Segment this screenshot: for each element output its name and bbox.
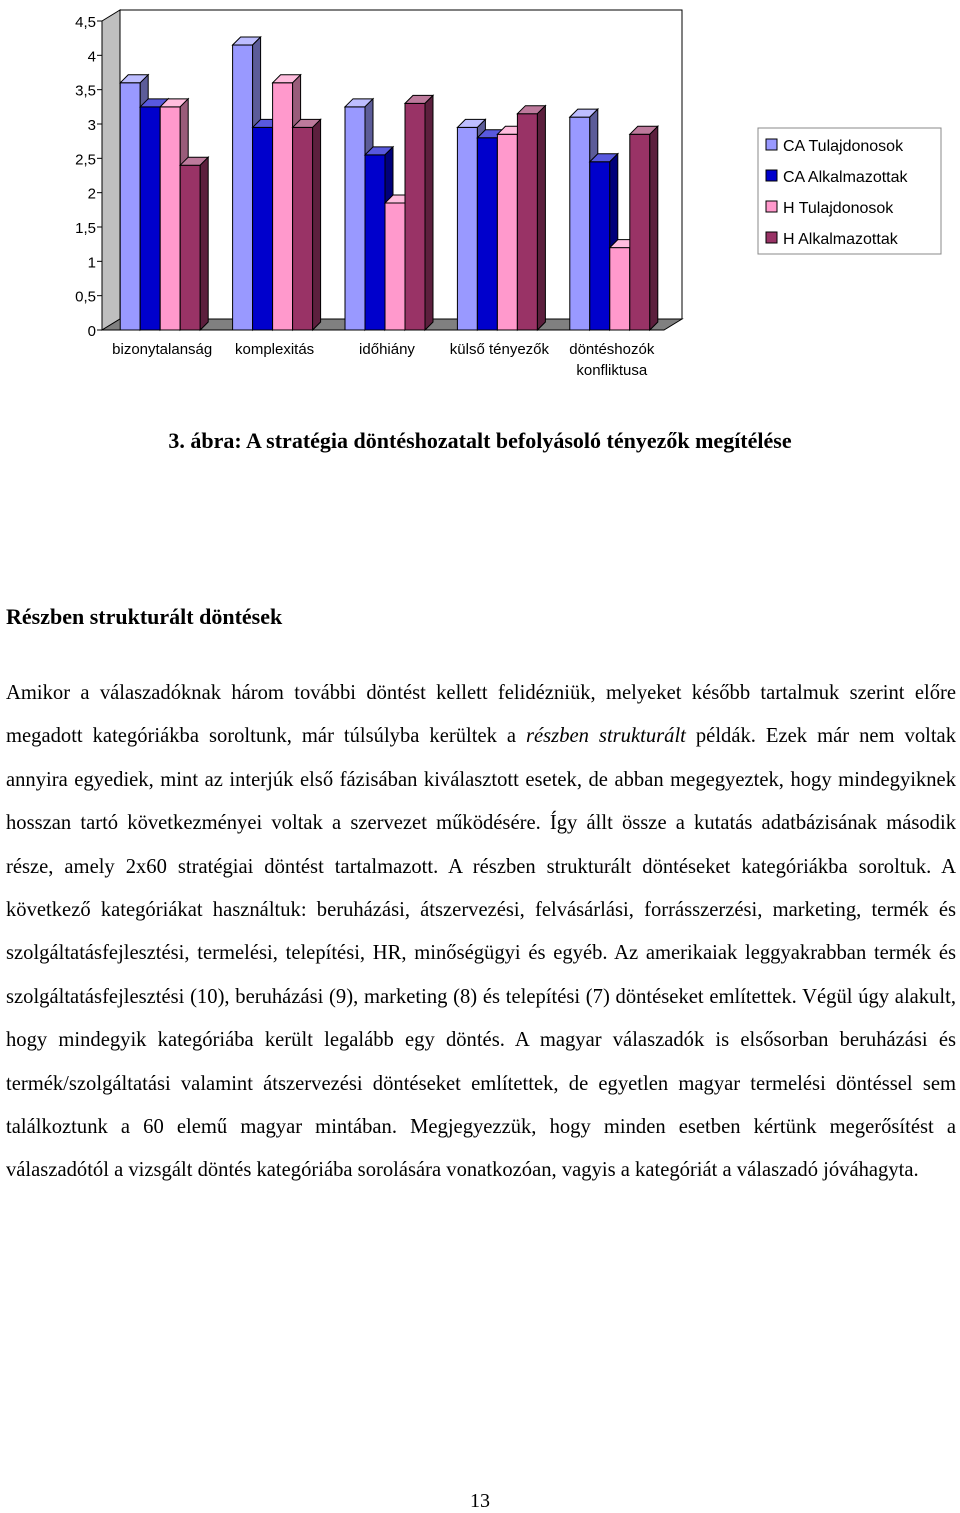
legend-label: CA Tulajdonosok (783, 138, 904, 155)
bar (630, 126, 658, 330)
legend-swatch (766, 139, 777, 150)
legend-label: H Tulajdonosok (783, 200, 894, 217)
legend-swatch (766, 170, 777, 181)
x-tick-label: bizonytalanság (112, 341, 213, 358)
bar-front (497, 134, 517, 330)
bar-front (590, 162, 610, 330)
left-wall (102, 10, 120, 330)
legend-label: CA Alkalmazottak (783, 169, 908, 186)
x-tick-label: időhiány (359, 341, 415, 358)
bar-side (425, 95, 433, 330)
bar-side (200, 157, 208, 330)
x-tick-label: konfliktusa (576, 362, 648, 379)
bar-front (610, 248, 630, 330)
y-tick-label: 4,5 (75, 14, 96, 31)
bar-front (253, 127, 273, 330)
body-paragraph (6, 672, 956, 1193)
page-number: 13 (470, 1490, 490, 1512)
bar-side (313, 119, 321, 330)
bar-front (120, 83, 140, 330)
paragraph-text: Amikor a válaszadóknak három további döntést kellett felidézniük, melyeket később tartalmuk szerint előre megadott kategóriákba soroltunk, már túlsúlyba kerültek a (6, 682, 956, 748)
bar-front (385, 203, 405, 330)
section-heading: Részben strukturált döntések (6, 604, 283, 629)
bar-front (365, 155, 385, 330)
x-tick-label: döntéshozók (569, 341, 655, 358)
figure-caption: 3. ábra: A stratégia döntéshozatalt befolyásoló tényezők megítélése (168, 428, 792, 453)
bar-front (140, 107, 160, 330)
y-tick-label: 0,5 (75, 288, 96, 306)
y-tick-label: 2 (87, 185, 96, 203)
bar-front (405, 103, 425, 330)
legend-label: H Alkalmazottak (783, 231, 898, 248)
bar (180, 157, 208, 330)
bar-front (160, 107, 180, 330)
emphasis-text: részben strukturált (526, 725, 686, 748)
bar (517, 106, 545, 330)
y-tick-label: 3 (87, 117, 96, 134)
x-tick-label: komplexitás (234, 341, 315, 358)
paragraph-text-continued: példák. Ezek már nem voltak annyira egyediek, mint az interjúk első fázisában kiválasztott esetek, de abban megegyeztek, hogy mindegyiknek hosszan tartó következményei voltak a szervezet működésére. Így állt össze a kutatás adatbázisának második része, amely 2x60 stratégiai döntést tartalmazott. A részben strukturált döntéseket kategóriákba soroltuk. A következő kategóriákat használtuk: beruházási, átszervezési, felvásárlási, forrásszerzési, marketing, termék és szolgáltatásfejlesztési, termelési, telepítési, HR, minőségügyi és egyéb. Az amerikaiak leggyakrabban termék és szolgáltatásfejlesztési (10), beruházási (9), marketing (8) és telepítési (7) döntéseket említettek. Végül úgy alakult, hogy mindegyik kategóriába került legalább egy döntés. A magyar válaszadók is elsősorban beruházási és termék/szolgáltatási valamint átszervezési döntéseket említettek, de egyetlen magyar termelési döntéssel sem találkoztunk a 60 elemű magyar mintában. Megjegyezzük, hogy minden esetben kértünk megerősítést a válaszadótól a vizsgált döntés kategóriába sorolására vonatkozóan, vagyis a kategóriát a válaszadó jóváhagyta. (6, 725, 956, 1182)
x-tick-label: külső tényezők (449, 341, 550, 358)
legend-swatch (766, 232, 777, 243)
y-tick-label: 4 (87, 48, 96, 66)
bar-front (345, 107, 365, 330)
bar-front (457, 127, 477, 330)
y-tick-label: 2,5 (75, 151, 96, 169)
bar (293, 119, 321, 330)
bar-front (233, 45, 253, 330)
bar-side (537, 106, 545, 330)
bar-front (477, 138, 497, 330)
bar-front (517, 114, 537, 330)
bar-front (180, 165, 200, 330)
bar-front (293, 127, 313, 330)
bar-front (273, 83, 293, 330)
chart-legend (758, 128, 941, 254)
y-axis-ticks (75, 14, 102, 340)
bar (405, 95, 433, 330)
y-tick-label: 1,5 (75, 220, 96, 237)
y-tick-label: 0 (87, 323, 96, 340)
bar-front (570, 117, 590, 330)
bar-front (630, 134, 650, 330)
legend-swatch (766, 201, 777, 212)
y-tick-label: 3,5 (75, 82, 96, 100)
bar-chart (0, 0, 960, 390)
y-tick-label: 1 (87, 254, 96, 272)
x-axis-labels (112, 341, 655, 379)
bar-side (650, 126, 658, 330)
